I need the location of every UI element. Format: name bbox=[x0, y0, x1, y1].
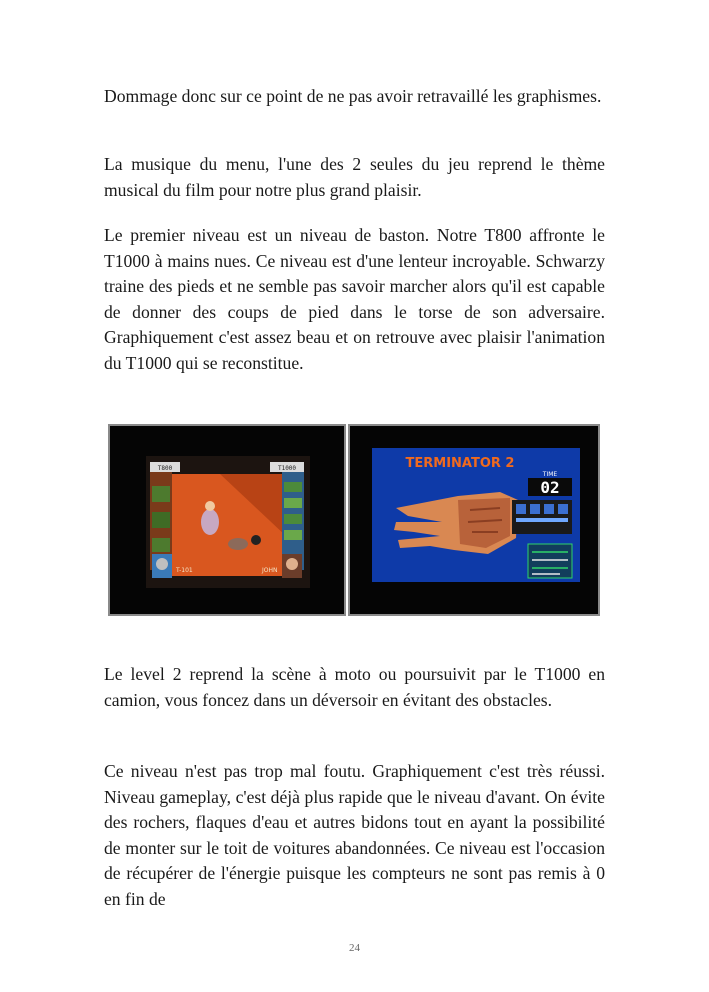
paragraph-3: Le premier niveau est un niveau de baston. Notre T800 affronte le T1000 à mains nues. Ce niveau est d'une lenteur incroyable. Schwarzy traine des pieds et ne semble pas savoir marcher alors qu'il est capable de donner des coups de pied dans le torse de son adversaire. Graphiquement c'est assez beau et on retrouve avec plaisir l'animation du T1000 qui se reconstitue. bbox=[104, 225, 605, 373]
time-value: 02 bbox=[540, 478, 560, 497]
paragraph-1: Dommage donc sur ce point de ne pas avoir retravaillé les graphismes. bbox=[104, 86, 602, 106]
side-left-label: T-101 bbox=[176, 567, 193, 574]
paragraph-2: La musique du menu, l'une des 2 seules du jeu reprend le thème musical du film pour notre plus grand plaisir. bbox=[104, 154, 605, 200]
page-number: 24 bbox=[349, 942, 360, 954]
paragraph-5: Ce niveau n'est pas trop mal foutu. Graphiquement c'est très réussi. Niveau gameplay, c'est déjà plus rapide que le niveau d'avant. On évite des rochers, flaques d'eau et autres bidons tout en ayant la possibilité de monter sur le toit de voitures abandonnées. Ce niveau est l'occasion de récupérer de l'énergie puisque les compteurs ne sont pas remis à 0 en fin de bbox=[104, 761, 605, 909]
fight-level-image bbox=[110, 426, 344, 614]
paragraph-4: Le level 2 reprend la scène à moto ou poursuivit par le T1000 en camion, vous foncez dans un déversoir en évitant des obstacles. bbox=[104, 664, 605, 710]
game-title: TERMINATOR 2 bbox=[405, 456, 515, 471]
side-right-label: JOHN bbox=[262, 567, 278, 574]
title-screen-screenshot bbox=[348, 424, 600, 616]
time-label: TIME bbox=[542, 471, 558, 478]
hud-right-label: T1000 bbox=[277, 465, 297, 472]
hud-left-label: T800 bbox=[157, 465, 173, 472]
fight-level-screenshot bbox=[108, 424, 346, 616]
title-screen-image bbox=[350, 426, 598, 614]
screenshots-figure bbox=[108, 424, 600, 616]
